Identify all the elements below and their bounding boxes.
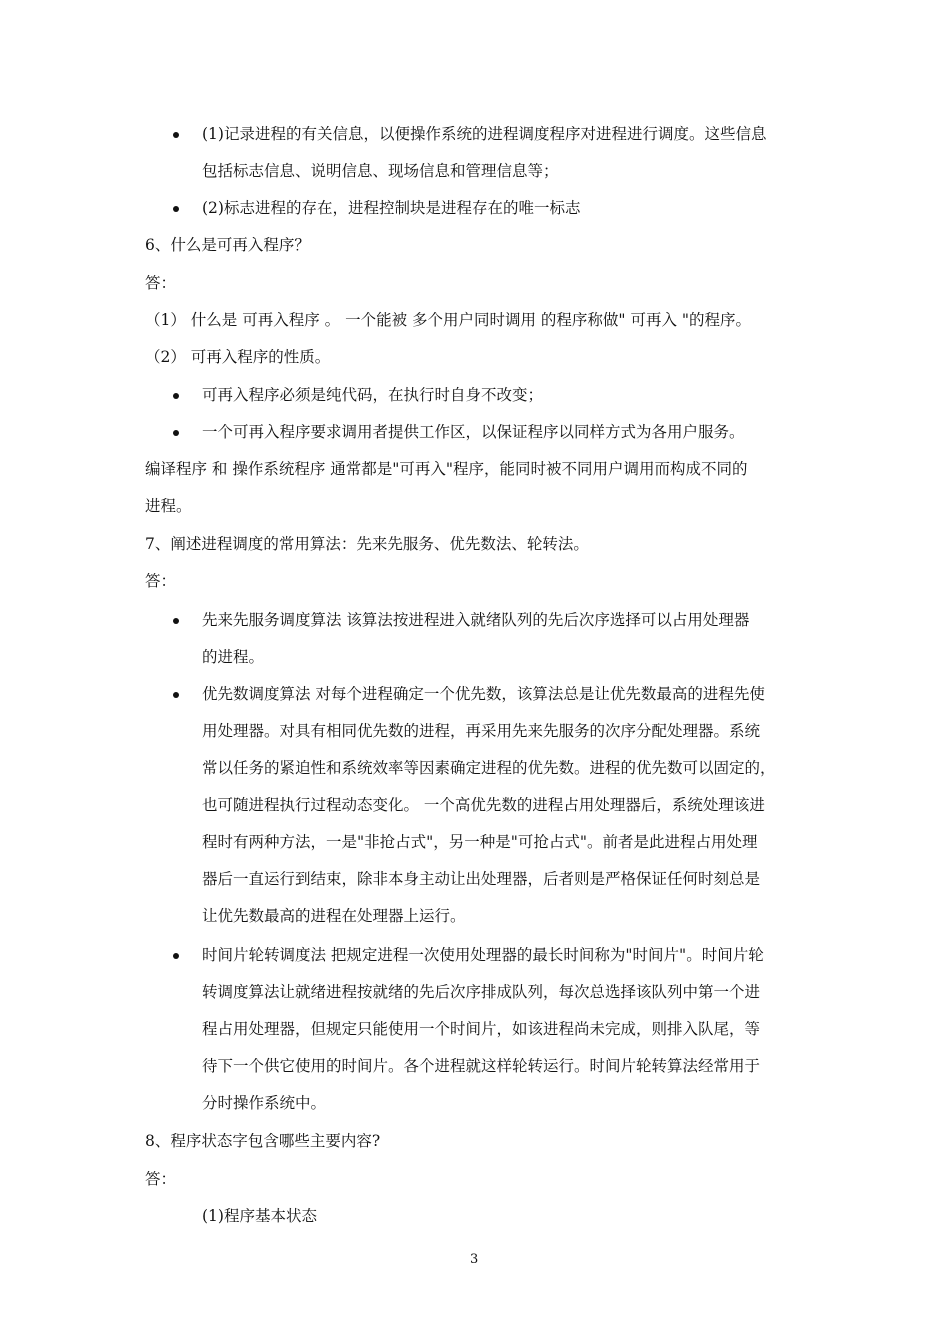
q7-bullet-2-line-7: 让优先数最高的进程在处理器上运行。 [202,907,466,925]
bullet-dot [173,430,179,436]
q7-bullet-3-line-1: 时间片轮转调度法 把规定进程一次使用处理器的最长时间称为"时间片"。时间片轮 [202,946,764,964]
q6-paragraph-2: （2） 可再入程序的性质。 [145,348,331,366]
q8-question: 8、程序状态字包含哪些主要内容? [145,1132,381,1150]
q5-item-1-line-1: (1)记录进程的有关信息，以便操作系统的进程调度程序对进程进行调度。这些信息 [202,125,767,143]
q7-bullet-2-line-2: 用处理器。对具有相同优先数的进程，再采用先来先服务的次序分配处理器。系统 [202,722,761,740]
q6-answer-label: 答： [145,274,177,292]
bullet-dot [173,692,179,698]
q7-answer-label: 答： [145,572,177,590]
q7-bullet-2-line-4: 也可随进程执行过程动态变化。 一个高优先数的进程占用处理器后，系统处理该进 [202,796,765,814]
q6-bullet-2: 一个可再入程序要求调用者提供工作区，以保证程序以同样方式为各用户服务。 [202,423,745,441]
q5-item-2-line-1: (2)标志进程的存在，进程控制块是进程存在的唯一标志 [202,199,581,217]
q7-bullet-2-line-1: 优先数调度算法 对每个进程确定一个优先数，该算法总是让优先数最高的进程先使 [202,685,765,703]
q8-item-1: (1)程序基本状态 [202,1207,317,1225]
q7-bullet-1-line-1: 先来先服务调度算法 该算法按进程进入就绪队列的先后次序选择可以占用处理器 [202,611,750,629]
q7-bullet-3-line-5: 分时操作系统中。 [202,1094,327,1112]
page-number: 3 [470,1252,479,1267]
q7-bullet-3-line-4: 待下一个供它使用的时间片。各个进程就这样轮转运行。时间片轮转算法经常用于 [202,1057,761,1075]
bullet-dot [173,618,179,624]
q7-bullet-3-line-3: 程占用处理器，但规定只能使用一个时间片，如该进程尚未完成，则排入队尾，等 [202,1020,761,1038]
bullet-dot [173,132,179,138]
bullet-dot [173,206,179,212]
q6-paragraph-1: （1） 什么是 可再入程序 。 一个能被 多个用户同时调用 的程序称做" 可再入 "的程序。 [145,311,752,329]
q6-bullet-1: 可再入程序必须是纯代码，在执行时自身不改变； [202,386,544,404]
q6-note-line-2: 进程。 [145,497,192,515]
q5-item-1-line-2: 包括标志信息、说明信息、现场信息和管理信息等； [202,162,559,180]
q7-bullet-2-line-3: 常以任务的紧迫性和系统效率等因素确定进程的优先数。进程的优先数可以固定的， [202,759,776,777]
q7-bullet-3-line-2: 转调度算法让就绪进程按就绪的先后次序排成队列，每次总选择该队列中第一个进 [202,983,761,1001]
q7-question: 7、阐述进程调度的常用算法：先来先服务、优先数法、轮转法。 [145,535,589,553]
q6-question: 6、什么是可再入程序？ [145,236,310,254]
bullet-dot [173,953,179,959]
q8-answer-label: 答： [145,1170,177,1188]
q7-bullet-2-line-5: 程时有两种方法，一是"非抢占式"，另一种是"可抢占式"。前者是此进程占用处理 [202,833,758,851]
q7-bullet-2-line-6: 器后一直运行到结束，除非本身主动让出处理器，后者则是严格保证任何时刻总是 [202,870,761,888]
q6-note-line-1: 编译程序 和 操作系统程序 通常都是"可再入"程序，能同时被不同用户调用而构成不同的 [145,460,748,478]
bullet-dot [173,393,179,399]
q7-bullet-1-line-2: 的进程。 [202,648,265,666]
